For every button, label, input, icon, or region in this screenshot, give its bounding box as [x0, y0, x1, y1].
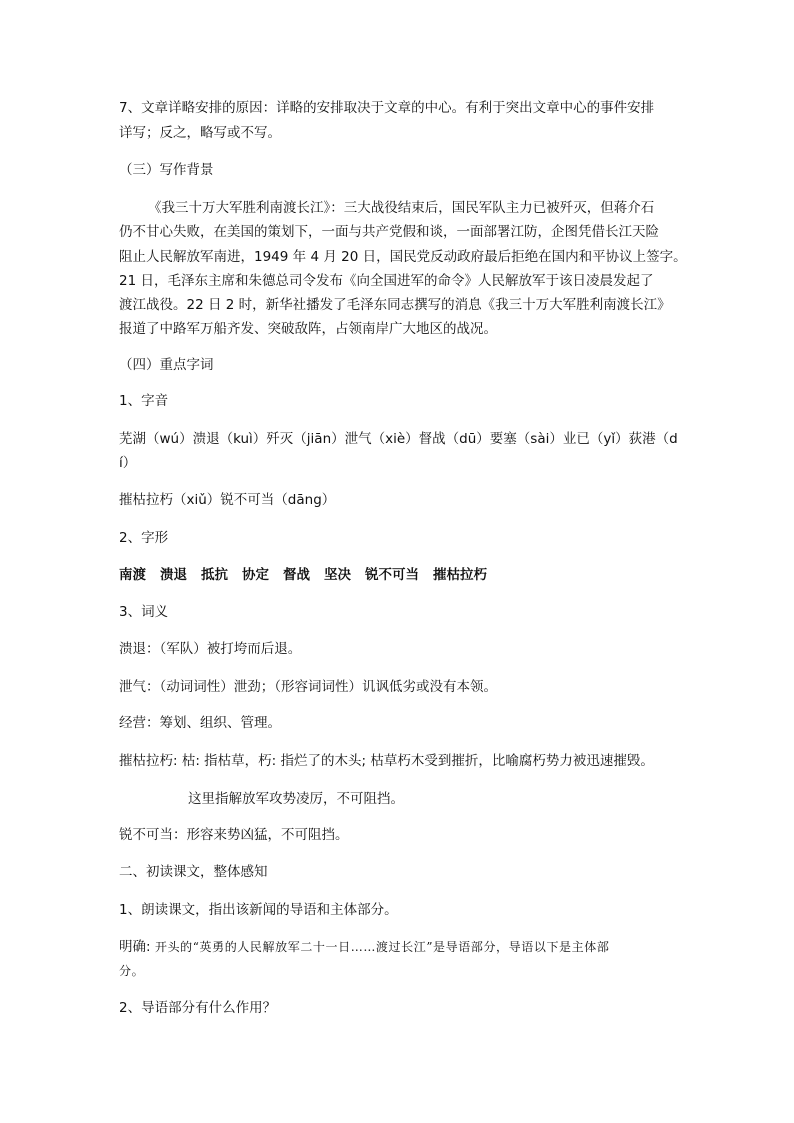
- pronunciation-line-2: í）: [119, 455, 137, 471]
- pronunciation-heading: 1、字音: [119, 393, 169, 409]
- pronunciation-line-1: 芜湖（wú）溃退（kuì）歼灭（jiān）泄气（xiè）督战（dū）要塞（sài）业已（yǐ）荻港（d: [119, 431, 678, 447]
- meaning-xieqi: 泄气：（动词词性）泄劲；（形容词词性）讥讽低劣或没有本领。: [119, 679, 497, 695]
- reading-question-1: 1、朗读课文，指出该新闻的导语和主体部分。: [119, 902, 398, 918]
- meaning-kuitui: 溃退：（军队）被打垮而后退。: [119, 641, 302, 657]
- meaning-ruibu: 锐不可当：形容来势凶猛，不可阻挡。: [119, 827, 349, 843]
- reading-heading: 二、初读课文，整体感知: [119, 864, 268, 880]
- reading-question-2: 2、导语部分有什么作用？: [119, 1000, 277, 1016]
- background-line-4: 21 日，毛泽东主席和朱德总司令发布《向全国进军的命令》人民解放军于该日凌晨发起了: [119, 273, 654, 289]
- answer-text: 开头的“英勇的人民解放军二十一日……渡过长江”是导语部分，导语以下是主体部: [150, 940, 610, 954]
- meaning-jingying: 经营：筹划、组织、管理。: [119, 715, 281, 731]
- background-line-5: 渡江战役。22 日 2 时，新华社播发了毛泽东同志撰写的消息《我三十万大军胜利南渡长江》: [119, 297, 671, 313]
- pronunciation-line-3: 摧枯拉朽（xiǔ）锐不可当（dāng）: [119, 492, 336, 508]
- glyphs-heading: 2、字形: [119, 530, 169, 546]
- meanings-heading: 3、词义: [119, 604, 169, 620]
- answer-label: 明确:: [119, 939, 151, 955]
- glyph-word: 协定: [242, 567, 269, 583]
- background-line-2: 仍不甘心失败，在美国的策划下，一面与共产党假和谈，一面部署江防，企图凭借长江天险: [119, 224, 659, 240]
- glyph-word: 坚决: [324, 567, 351, 583]
- reading-answer-line-1: [119, 936, 609, 958]
- background-line-6: 报道了中路军万船齐发、突破敌阵，占领南岸广大地区的战况。: [119, 321, 497, 337]
- glyph-word: 南渡: [119, 567, 146, 583]
- glyph-word: 锐不可当: [365, 567, 419, 583]
- section-7-line-2: 详写；反之，略写或不写。: [119, 125, 281, 141]
- keywords-heading: （四）重点字词: [119, 357, 214, 373]
- glyph-word: 溃退: [160, 567, 187, 583]
- meaning-cuiku: 摧枯拉朽: 枯: 指枯草，朽: 指烂了的木头; 枯草朽木受到摧折，比喻腐朽势力被迅速摧毁。: [119, 753, 654, 769]
- section-7-line-1: 7、文章详略安排的原因：详略的安排取决于文章的中心。有利于突出文章中心的事件安排: [119, 100, 655, 116]
- glyphs-word-list: [119, 564, 501, 586]
- background-line-3: 阻止人民解放军南进，1949 年 4 月 20 日，国民党反动政府最后拒绝在国内和平协议上签字。: [119, 249, 687, 265]
- glyph-word: 督战: [283, 567, 310, 583]
- meaning-cuiku-note: 这里指解放军攻势凌厉，不可阻挡。: [188, 791, 404, 807]
- glyph-word: 抵抗: [201, 567, 228, 583]
- background-heading: （三）写作背景: [119, 162, 214, 178]
- glyph-word: 摧枯拉朽: [433, 567, 487, 583]
- background-line-1: 《我三十万大军胜利南渡长江》：三大战役结束后，国民军队主力已被歼灭，但蒋介石: [148, 200, 655, 216]
- reading-answer-line-2: 分。: [119, 964, 145, 978]
